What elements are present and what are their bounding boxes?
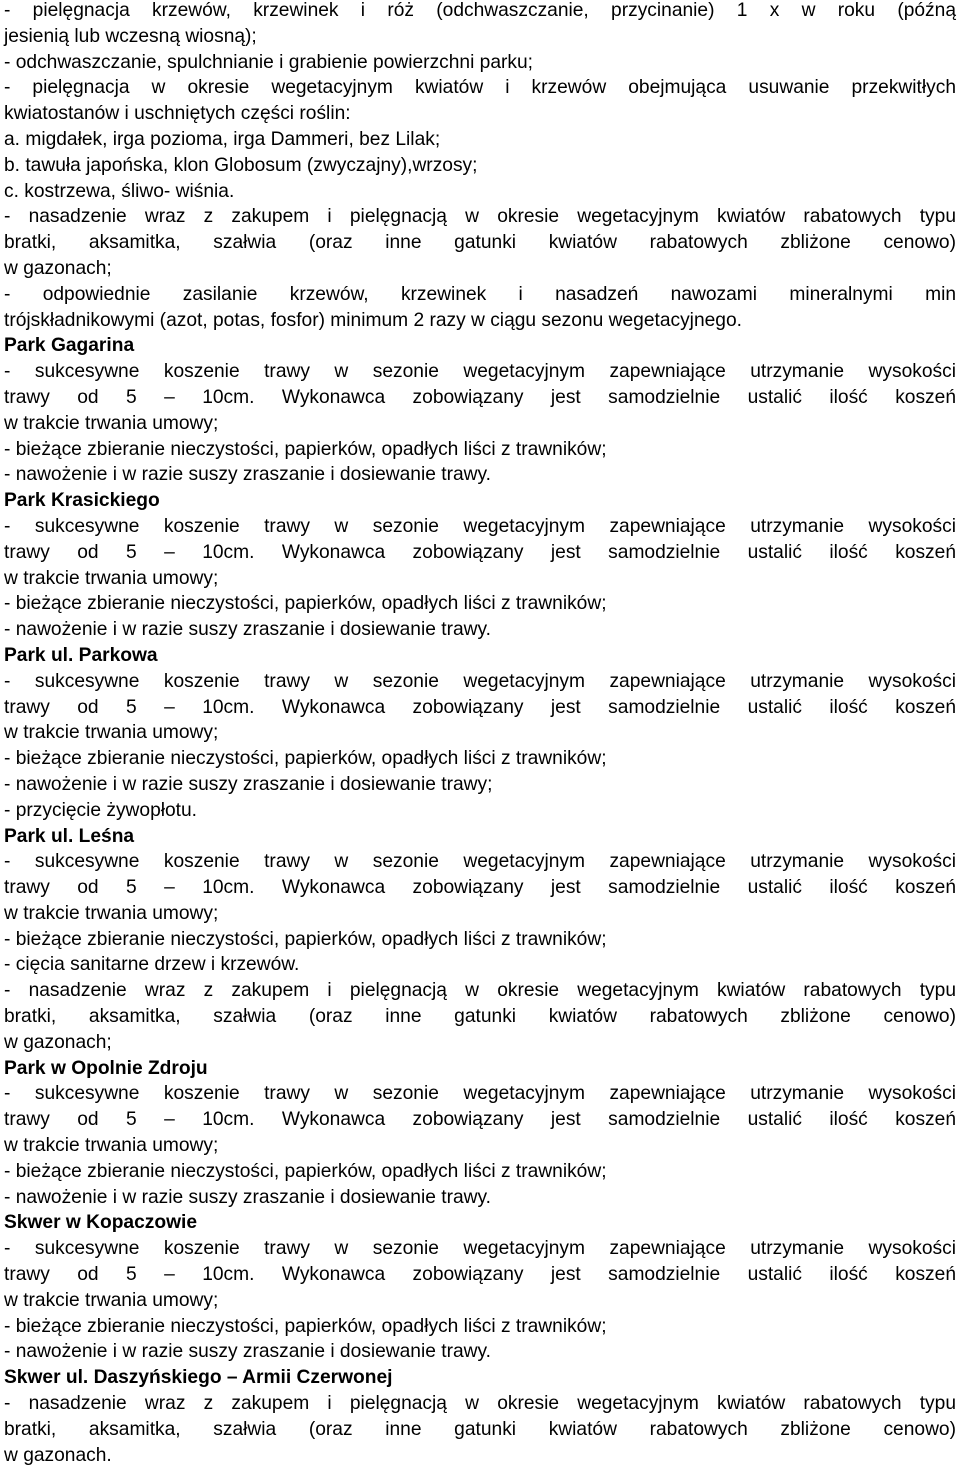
section-line: trawy od 5 – 10cm. Wykonawca zobowiązany jest samodzielnie ustalić ilość koszeń [4,877,956,899]
section-line: - sukcesywne koszenie trawy w sezonie wegetacyjnym zapewniające utrzymanie wysokości [4,851,956,873]
section-line: w trakcie trwania umowy; [4,902,219,924]
section-line: w gazonach; [4,1031,112,1053]
section-line: - bieżące zbieranie nieczystości, papierków, opadłych liści z trawników; [4,438,607,460]
section-heading: Skwer w Kopaczowie [4,1212,197,1234]
intro-line: a. migdałek, irga pozioma, irga Dammeri, bez Lilak; [4,128,441,150]
section-line: - sukcesywne koszenie trawy w sezonie wegetacyjnym zapewniające utrzymanie wysokości [4,515,956,537]
section-heading: Skwer ul. Daszyńskiego – Armii Czerwonej [4,1367,393,1389]
section-line: - nawożenie i w razie suszy zraszanie i dosiewanie trawy. [4,1186,491,1208]
intro-line: bratki, aksamitka, szałwia (oraz inne gatunki kwiatów rabatowych zbliżone cenowo) [4,232,956,254]
section-line: - bieżące zbieranie nieczystości, papierków, opadłych liści z trawników; [4,1160,607,1182]
section-line: trawy od 5 – 10cm. Wykonawca zobowiązany jest samodzielnie ustalić ilość koszeń [4,386,956,408]
section-line: w trakcie trwania umowy; [4,1289,219,1311]
section-heading: Park w Opolnie Zdroju [4,1057,208,1079]
intro-line: jesienią lub wczesną wiosną); [4,25,257,47]
section-line: - bieżące zbieranie nieczystości, papierków, opadłych liści z trawników; [4,1315,607,1337]
section-park-parkowa [4,643,956,824]
section-line: - sukcesywne koszenie trawy w sezonie wegetacyjnym zapewniające utrzymanie wysokości [4,1238,956,1260]
intro-line: - nasadzenie wraz z zakupem i pielęgnacją w okresie wegetacyjnym kwiatów rabatowych typu [4,206,956,228]
intro-line: - odpowiednie zasilanie krzewów, krzewinek i nasadzeń nawozami mineralnymi min [4,283,956,305]
section-line: trawy od 5 – 10cm. Wykonawca zobowiązany jest samodzielnie ustalić ilość koszeń [4,1109,956,1131]
intro-line: w gazonach; [4,257,112,279]
section-skwer-daszynskiego [4,1365,956,1468]
intro-line: kwiatostanów i uschniętych części roślin: [4,103,351,125]
section-line: - cięcia sanitarne drzew i krzewów. [4,954,300,976]
section-line: w trakcie trwania umowy; [4,722,219,744]
section-line: - nawożenie i w razie suszy zraszanie i dosiewanie trawy. [4,464,491,486]
section-line: - bieżące zbieranie nieczystości, papierków, opadłych liści z trawników; [4,748,607,770]
section-line: - przycięcie żywopłotu. [4,799,198,821]
section-line: - nasadzenie wraz z zakupem i pielęgnacją w okresie wegetacyjnym kwiatów rabatowych typu [4,1393,956,1415]
section-line: w gazonach. [4,1444,112,1466]
section-line: w trakcie trwania umowy; [4,567,219,589]
section-line: - nawożenie i w razie suszy zraszanie i dosiewanie trawy. [4,619,491,641]
document-body [4,0,956,1468]
section-park-krasickiego [4,488,956,643]
section-line: - nawożenie i w razie suszy zraszanie i dosiewanie trawy. [4,1341,491,1363]
section-skwer-kopaczow [4,1210,956,1365]
section-line: - sukcesywne koszenie trawy w sezonie wegetacyjnym zapewniające utrzymanie wysokości [4,361,956,383]
section-line: trawy od 5 – 10cm. Wykonawca zobowiązany jest samodzielnie ustalić ilość koszeń [4,1264,956,1286]
section-line: w trakcie trwania umowy; [4,412,219,434]
intro-line: - odchwaszczanie, spulchnianie i grabienie powierzchni parku; [4,51,534,73]
section-park-gagarina [4,333,956,488]
section-heading: Park Krasickiego [4,490,160,512]
section-line: trawy od 5 – 10cm. Wykonawca zobowiązany jest samodzielnie ustalić ilość koszeń [4,541,956,563]
section-line: - sukcesywne koszenie trawy w sezonie wegetacyjnym zapewniające utrzymanie wysokości [4,1083,956,1105]
section-line: bratki, aksamitka, szałwia (oraz inne gatunki kwiatów rabatowych zbliżone cenowo) [4,1006,956,1028]
section-heading: Park ul. Leśna [4,825,135,847]
section-line: - nawożenie i w razie suszy zraszanie i dosiewanie trawy; [4,773,493,795]
intro-line: c. kostrzewa, śliwo- wiśnia. [4,180,235,202]
section-heading: Park ul. Parkowa [4,644,158,666]
intro-line: b. tawuła japońska, klon Globosum (zwyczajny),wrzosy; [4,154,478,176]
intro-line: - pielęgnacja krzewów, krzewinek i róż (odchwaszczanie, przycinanie) 1 x w roku (późną [4,0,956,21]
section-line: trawy od 5 – 10cm. Wykonawca zobowiązany jest samodzielnie ustalić ilość koszeń [4,696,956,718]
section-park-lesna [4,824,956,1056]
intro-block [4,0,956,333]
section-line: bratki, aksamitka, szałwia (oraz inne gatunki kwiatów rabatowych zbliżone cenowo) [4,1418,956,1440]
intro-line: - pielęgnacja w okresie wegetacyjnym kwiatów i krzewów obejmująca usuwanie przekwitłych [4,77,956,99]
section-line: - sukcesywne koszenie trawy w sezonie wegetacyjnym zapewniające utrzymanie wysokości [4,670,956,692]
section-park-opolno-zdroj [4,1056,956,1211]
section-line: - bieżące zbieranie nieczystości, papierków, opadłych liści z trawników; [4,593,607,615]
section-heading: Park Gagarina [4,335,135,357]
section-line: w trakcie trwania umowy; [4,1135,219,1157]
intro-line: trójskładnikowymi (azot, potas, fosfor) minimum 2 razy w ciągu sezonu wegetacyjnego. [4,309,742,331]
section-line: - bieżące zbieranie nieczystości, papierków, opadłych liści z trawników; [4,928,607,950]
section-line: - nasadzenie wraz z zakupem i pielęgnacją w okresie wegetacyjnym kwiatów rabatowych typu [4,980,956,1002]
